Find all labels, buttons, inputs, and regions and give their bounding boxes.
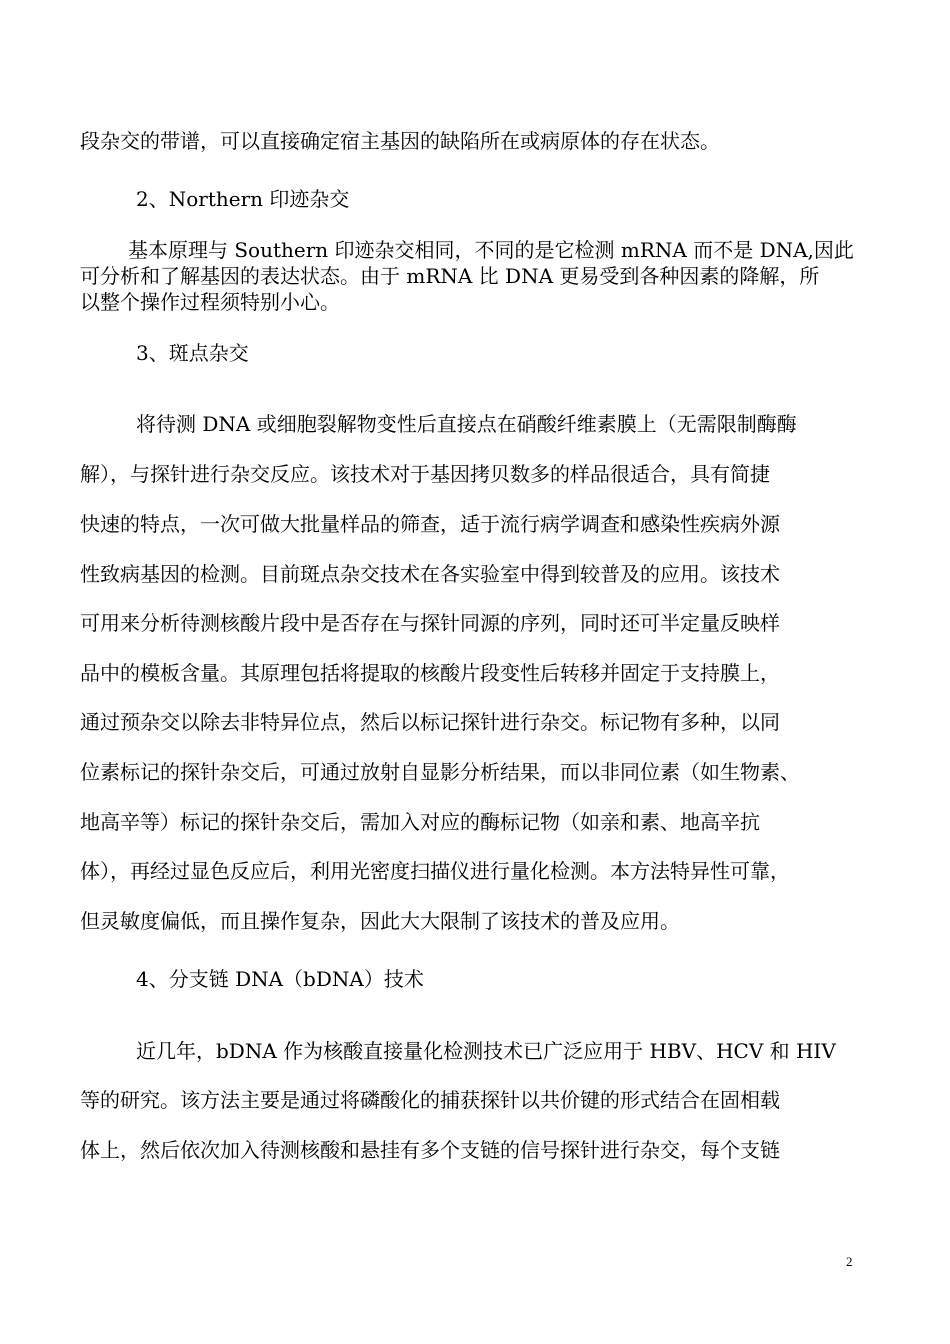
section-heading-dot-blot: 3、斑点杂交 — [136, 341, 249, 365]
paragraph-line: 以整个操作过程须特别小心。 — [80, 290, 340, 314]
paragraph-line: 基本原理与 Southern 印迹杂交相同，不同的是它检测 mRNA 而不是 DNA,因此 — [128, 238, 854, 262]
paragraph-line: 快速的特点，一次可做大批量样品的筛查，适于流行病学调查和感染性疾病外源 — [80, 512, 780, 536]
paragraph-line: 体上，然后依次加入待测核酸和悬挂有多个支链的信号探针进行杂交，每个支链 — [80, 1138, 780, 1162]
paragraph-line: 性致病基因的检测。目前斑点杂交技术在各实验室中得到较普及的应用。该技术 — [80, 562, 780, 586]
paragraph-line: 段杂交的带谱，可以直接确定宿主基因的缺陷所在或病原体的存在状态。 — [80, 129, 720, 153]
section-heading-northern: 2、Northern 印迹杂交 — [136, 187, 350, 211]
paragraph-line: 解），与探针进行杂交反应。该技术对于基因拷贝数多的样品很适合，具有简捷 — [80, 462, 770, 486]
paragraph-line: 等的研究。该方法主要是通过将磷酸化的捕获探针以共价键的形式结合在固相载 — [80, 1088, 780, 1112]
paragraph-line: 地高辛等）标记的探针杂交后，需加入对应的酶标记物（如亲和素、地高辛抗 — [80, 810, 760, 834]
paragraph-line: 但灵敏度偏低，而且操作复杂，因此大大限制了该技术的普及应用。 — [80, 909, 680, 933]
paragraph-line: 通过预杂交以除去非特异位点，然后以标记探针进行杂交。标记物有多种，以同 — [80, 710, 780, 734]
paragraph-line: 可用来分析待测核酸片段中是否存在与探针同源的序列，同时还可半定量反映样 — [80, 611, 780, 635]
page-number: 2 — [846, 1254, 853, 1269]
paragraph-line: 将待测 DNA 或细胞裂解物变性后直接点在硝酸纤维素膜上（无需限制酶酶 — [136, 412, 797, 436]
paragraph-line: 体），再经过显色反应后，利用光密度扫描仪进行量化检测。本方法特异性可靠， — [80, 859, 790, 883]
paragraph-line: 可分析和了解基因的表达状态。由于 mRNA 比 DNA 更易受到各种因素的降解，所 — [80, 264, 820, 288]
section-heading-bdna: 4、分支链 DNA（bDNA）技术 — [136, 967, 424, 991]
paragraph-line: 品中的模板含量。其原理包括将提取的核酸片段变性后转移并固定于支持膜上， — [80, 661, 780, 685]
paragraph-line: 位素标记的探针杂交后，可通过放射自显影分析结果，而以非同位素（如生物素、 — [80, 760, 800, 784]
paragraph-line: 近几年，bDNA 作为核酸直接量化检测技术已广泛应用于 HBV、HCV 和 HIV — [136, 1039, 836, 1063]
